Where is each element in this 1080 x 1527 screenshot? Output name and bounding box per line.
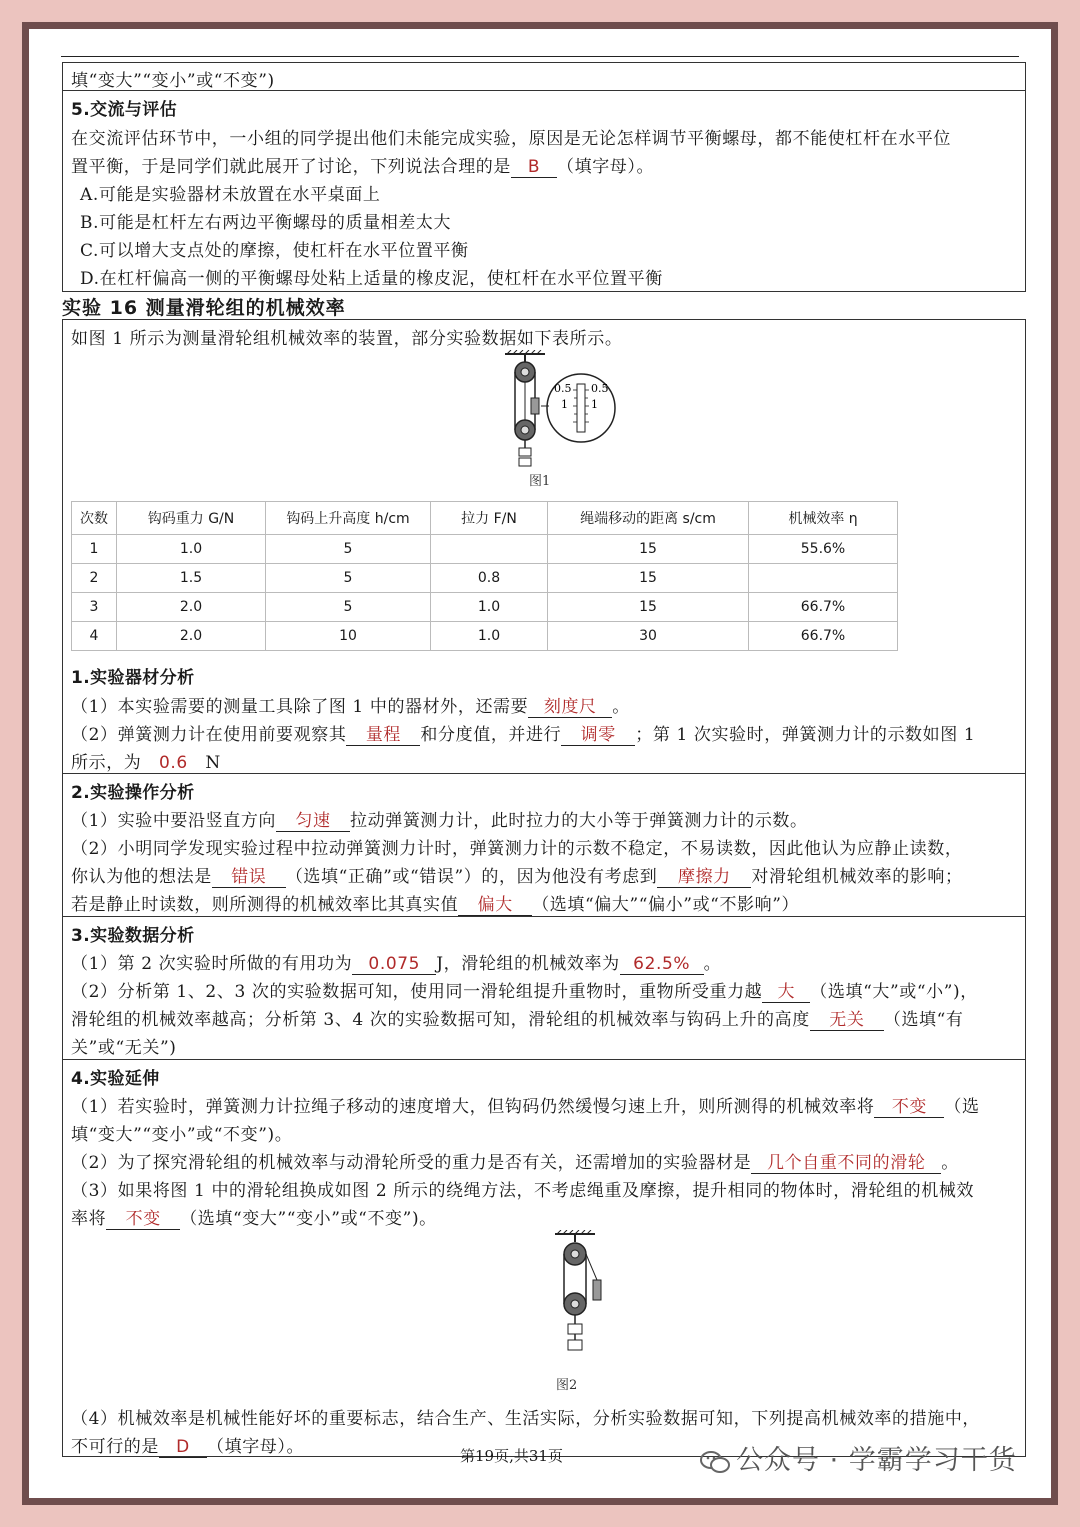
table-cell: 66.7% [749,593,898,622]
prev-line: 填“变大”“变小”或“不变”) [71,71,275,91]
scale-label: 0.5 [591,382,609,395]
page-number: 第19页,共31页 [460,1447,563,1465]
table-cell: 1 [72,535,117,564]
table-cell: 1.5 [117,564,266,593]
answer-blank: 无关 [810,1005,884,1031]
table-row [72,622,898,651]
answer-blank: 错误 [212,862,286,888]
option-c: C.可以增大支点处的摩擦，使杠杆在水平位置平衡 [80,241,469,261]
table-row [72,593,898,622]
table-cell [431,535,548,564]
table-cell: 5 [266,535,431,564]
divider [63,1059,1025,1060]
pulley-figure-2 [549,1230,609,1360]
section-heading: 2.实验操作分析 [71,783,195,803]
answer-blank: 几个自重不同的滑轮 [751,1148,941,1174]
answer-blank: 匀速 [276,806,350,832]
table-header-row [72,502,898,535]
table-cell: 2.0 [117,593,266,622]
document-page [29,29,1051,1498]
answer-blank: 刻度尺 [528,692,612,718]
answer-blank: D [159,1437,207,1458]
question-line: 滑轮组的机械效率越高；分析第 3、4 次的实验数据可知，滑轮组的机械效率与钩码上升的高度 无关 （选填“有 [71,1005,964,1031]
answer-blank: 0.6 [141,753,205,774]
experiment-16-box [62,319,1026,1457]
question-line: （2）小明同学发现实验过程中拉动弹簧测力计时，弹簧测力计的示数不稳定，不易读数，因此他认为应静止读数， [71,839,963,859]
answer-blank: 不变 [106,1204,180,1230]
table-cell [749,564,898,593]
answer-blank: 调零 [561,720,635,746]
table-cell: 3 [72,593,117,622]
answer-blank: 偏大 [458,890,532,916]
question-line: 不可行的是 D （填字母）。 [71,1437,305,1457]
question-line: （4）机械效率是机械性能好坏的重要标志，结合生产、生活实际，分析实验数据可知，下列提高机械效率的措施中， [71,1409,981,1429]
question-line: （1）若实验时，弹簧测力计拉绳子移动的速度增大，但钩码仍然缓慢匀速上升，则所测得的机械效率将 不变 （选 [71,1092,980,1118]
question-line: 所示，为 0.6 N [71,753,221,773]
section-heading: 5.交流与评估 [71,100,178,120]
table-cell: 5 [266,564,431,593]
question-line: 你认为他的想法是 错误 （选填“正确”或“错误”）的，因为他没有考虑到 摩擦力 对滑轮组机械效率的影响； [71,862,963,888]
table-header: 机械效率 η [749,502,898,535]
table-header: 拉力 F/N [431,502,548,535]
table-header: 次数 [72,502,117,535]
section-heading: 3.实验数据分析 [71,926,195,946]
question-line: （2）为了探究滑轮组的机械效率与动滑轮所受的重力是否有关，还需增加的实验器材是 几个自重不同的滑轮 。 [71,1148,959,1174]
watermark [700,1438,1017,1477]
experiment-title: 实验 16 测量滑轮组的机械效率 [62,297,346,319]
question-line: （2）弹簧测力计在使用前要观察其 量程 和分度值，并进行 调零 ；第 1 次实验时，弹簧测力计的示数如图 1 [71,720,975,746]
question-line: 关”或“无关”) [71,1038,177,1058]
question-line: （1）实验中要沿竖直方向 匀速 拉动弹簧测力计，此时拉力的大小等于弹簧测力计的示数。 [71,806,808,832]
wechat-icon [700,1450,730,1474]
table-cell: 30 [548,622,749,651]
table-cell: 4 [72,622,117,651]
option-b: B.可能是杠杆左右两边平衡螺母的质量相差太大 [80,213,452,233]
paragraph: 在交流评估环节中，一小组的同学提出他们未能完成实验，原因是无论怎样调节平衡螺母，都不能使杠杆在水平位 [71,129,951,149]
answer-blank: 0.075 [352,954,436,975]
answer-blank: 62.5% [620,954,704,975]
table-cell: 0.8 [431,564,548,593]
table-cell: 55.6% [749,535,898,564]
watermark-text: 公众号 · 学霸学习干货 [736,1445,1017,1476]
answer-blank: B [511,157,557,178]
divider [63,773,1025,774]
table-cell: 2 [72,564,117,593]
table-row [72,564,898,593]
question-line: 若是静止时读数，则所测得的机械效率比其真实值 偏大 （选填“偏大”“偏小”或“不影响”） [71,890,799,916]
scale-label: 0.5 [554,382,572,395]
answer-blank: 大 [762,977,810,1003]
divider [63,916,1025,917]
table-cell: 10 [266,622,431,651]
question-line: 率将 不变 （选填“变大”“变小”或“不变”)。 [71,1204,437,1230]
divider [63,90,1025,91]
table-cell: 15 [548,593,749,622]
question-line: 填“变大”“变小”或“不变”)。 [71,1125,293,1145]
section-heading: 4.实验延伸 [71,1069,160,1089]
table-cell: 1.0 [431,622,548,651]
header-rule [61,56,1019,57]
section-heading: 1.实验器材分析 [71,668,195,688]
option-d: D.在杠杆偏高一侧的平衡螺母处粘上适量的橡皮泥，使杠杆在水平位置平衡 [80,269,663,289]
figure-2-caption: 图2 [556,1378,578,1393]
question-line: （2）分析第 1、2、3 次的实验数据可知，使用同一滑轮组提升重物时，重物所受重力越 大 （选填“大”或“小”)， [71,977,978,1003]
question-line: （3）如果将图 1 中的滑轮组换成如图 2 所示的绕绳方法，不考虑绳重及摩擦，提升相同的物体时，滑轮组的机械效 [71,1181,975,1201]
table-cell: 1.0 [117,535,266,564]
question-line: （1）第 2 次实验时所做的有用功为 0.075 J，滑轮组的机械效率为 62.5% 。 [71,954,722,974]
answer-blank: 量程 [346,720,420,746]
answer-blank: 不变 [874,1092,944,1118]
table-header: 钩码上升高度 h/cm [266,502,431,535]
table-cell: 2.0 [117,622,266,651]
table-cell: 15 [548,535,749,564]
table-header: 钩码重力 G/N [117,502,266,535]
table-cell: 66.7% [749,622,898,651]
table-cell: 15 [548,564,749,593]
pulley-figure-1 [483,350,633,480]
intro-text: 如图 1 所示为测量滑轮组机械效率的装置，部分实验数据如下表所示。 [71,329,623,349]
question-line: （1）本实验需要的测量工具除了图 1 中的器材外，还需要 刻度尺 。 [71,692,630,718]
table-cell: 5 [266,593,431,622]
option-a: A.可能是实验器材未放置在水平桌面上 [80,185,381,205]
answer-blank: 摩擦力 [657,862,751,888]
table-row [72,535,898,564]
table-cell: 1.0 [431,593,548,622]
table-header: 绳端移动的距离 s/cm [548,502,749,535]
scale-label: 1 [591,398,598,411]
data-table [71,501,898,651]
scale-label: 1 [561,398,568,411]
prev-experiment-box [62,62,1026,292]
figure-1-caption: 图1 [529,474,551,489]
paragraph: 置平衡，于是同学们就此展开了讨论，下列说法合理的是 B （填字母）。 [71,157,655,177]
